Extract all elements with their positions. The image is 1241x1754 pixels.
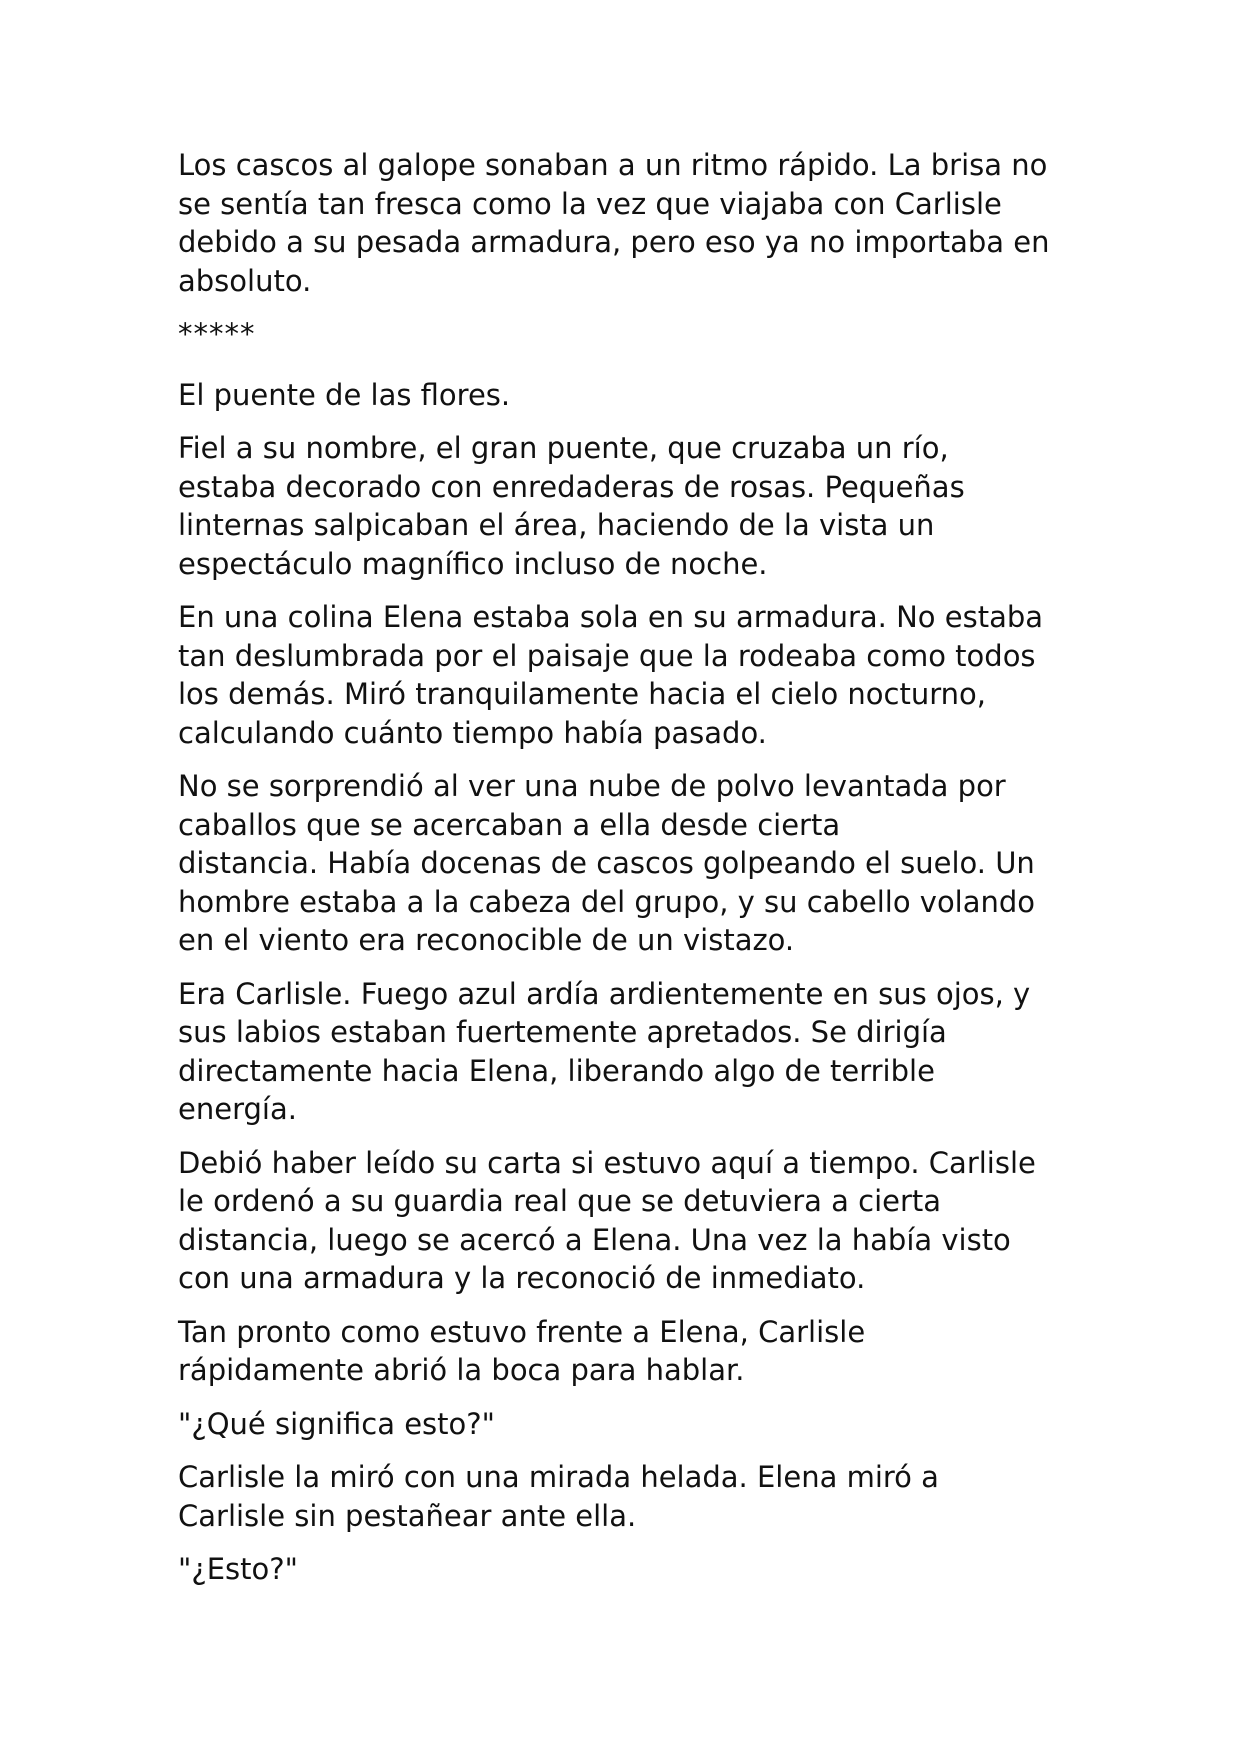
paragraph-8: Tan pronto como estuvo frente a Elena, Carlisle rápidamente abrió la boca para hablar. xyxy=(178,1314,866,1387)
paragraph-9: Carlisle la miró con una mirada helada. Elena miró a Carlisle sin pestañear ante ella. xyxy=(178,1460,939,1533)
paragraph-3: Fiel a su nombre, el gran puente, que cruzaba un río, estaba decorado con enredaderas de rosas. Pequeñas linternas salpicaban el área, haciendo de la vista un espectáculo magnífico incluso de noche. xyxy=(178,431,965,581)
paragraph-2: El puente de las flores. xyxy=(178,377,511,412)
paragraph-6: Era Carlisle. Fuego azul ardía ardientemente en sus ojos, y sus labios estaban fuertemente apretados. Se dirigía directamente hacia Elena, liberando algo de terrible energía. xyxy=(178,976,1031,1126)
document-body xyxy=(178,146,1078,1604)
dialogue-1: "¿Qué significa esto?" xyxy=(178,1406,496,1441)
paragraph-7: Debió haber leído su carta si estuvo aquí a tiempo. Carlisle le ordenó a su guardia real que se detuviera a cierta distancia, luego se acercó a Elena. Una vez la había visto con una armadura y la reconoció de inmediato. xyxy=(178,1145,1036,1295)
paragraph-4: En una colina Elena estaba sola en su armadura. No estaba tan deslumbrada por el paisaje que la rodeaba como todos los demás. Miró tranquilamente hacia el cielo nocturno, calculando cuánto tiempo había pasado. xyxy=(178,600,1044,750)
paragraph-1: Los cascos al galope sonaban a un ritmo rápido. La brisa no se sentía tan fresca como la vez que viajaba con Carlisle debido a su pesada armadura, pero eso ya no importaba en absoluto. xyxy=(178,148,1050,298)
dialogue-2: "¿Esto?" xyxy=(178,1552,299,1586)
paragraph-5: No se sorprendió al ver una nube de polvo levantada por caballos que se acercaban a ella desde cierta distancia. Había docenas de cascos golpeando el suelo. Un hombre estaba a la cabeza del grupo, y su cabello volando en el viento era reconocible de un vistazo. xyxy=(178,769,1036,957)
section-separator: ***** xyxy=(178,317,256,351)
